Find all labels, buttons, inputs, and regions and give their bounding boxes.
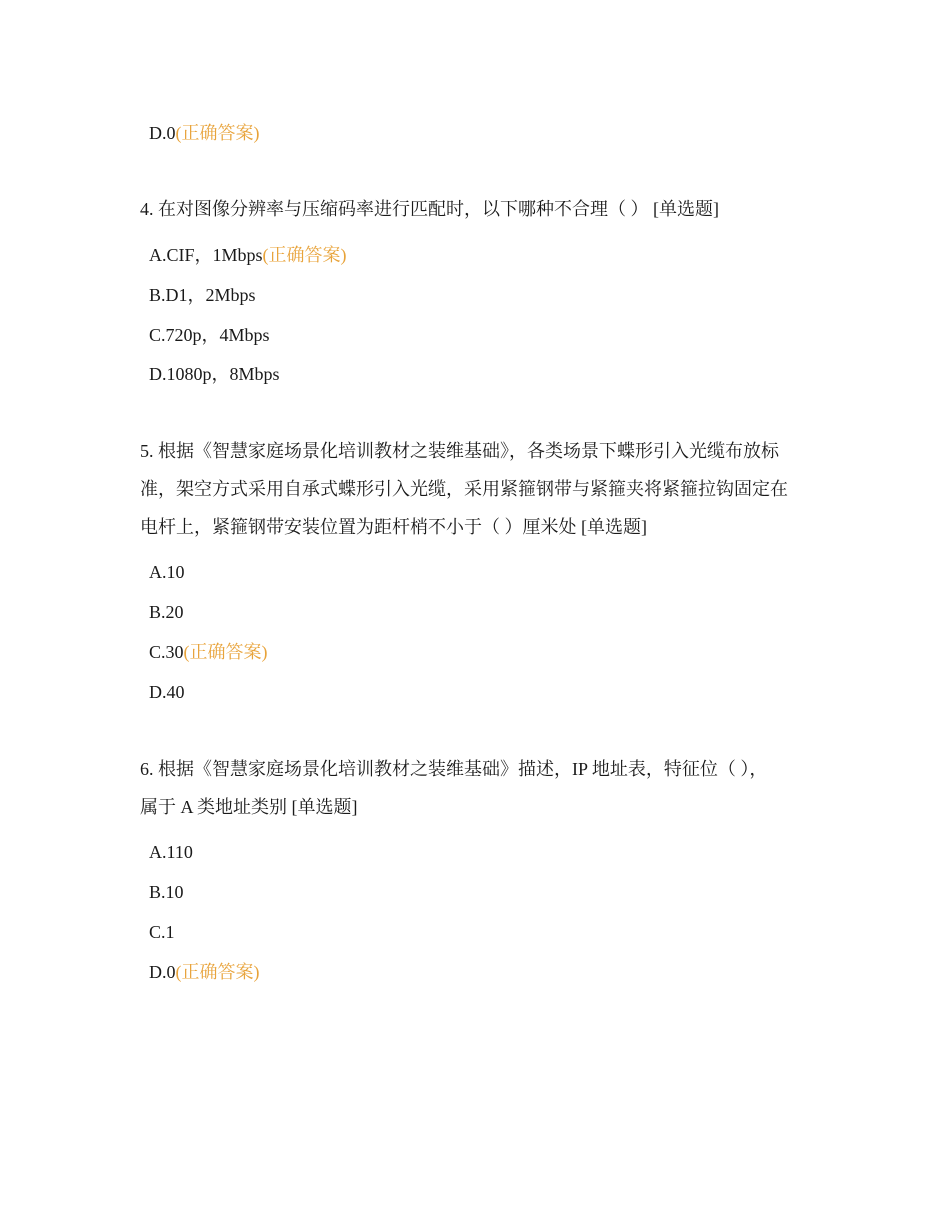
q5-option-b: B.20 [149, 602, 184, 622]
q6-option-c: C.1 [149, 922, 175, 942]
q5-option-c [149, 633, 829, 671]
question-5-line-3: 电杆上，紧箍钢带安装位置为距杆梢不小于（ ）厘米处 [单选题] [140, 517, 647, 537]
q4-option-a [149, 236, 829, 274]
q6-option-d [149, 953, 829, 991]
question-5-line-1: 5. 根据《智慧家庭场景化培训教材之装维基础》，各类场景下蝶形引入光缆布放标 [140, 441, 779, 461]
question-5-line-2: 准，架空方式采用自承式蝶形引入光缆，采用紧箍钢带与紧箍夹将紧箍拉钩固定在 [140, 479, 788, 499]
q6-option-a: A.110 [149, 842, 193, 862]
option-text: C.30 [149, 642, 184, 662]
option-text: A.CIF，1Mbps [149, 245, 263, 265]
question-6-line-1: 6. 根据《智慧家庭场景化培训教材之装维基础》描述，IP 地址表，特征位（ ）， [140, 759, 768, 779]
prev-option-d [149, 114, 829, 152]
q4-option-d: D.1080p，8Mbps [149, 364, 280, 384]
question-6-line-2: 属于 A 类地址类别 [单选题] [140, 797, 358, 817]
correct-answer-tag: (正确答案) [175, 123, 260, 143]
q4-option-b: B.D1，2Mbps [149, 285, 256, 305]
correct-answer-tag: (正确答案) [175, 962, 260, 982]
q6-option-b: B.10 [149, 882, 184, 902]
question-4-text: 4. 在对图像分辨率与压缩码率进行匹配时，以下哪种不合理（ ） [单选题] [140, 199, 719, 219]
q4-option-c: C.720p，4Mbps [149, 325, 270, 345]
q5-option-a: A.10 [149, 562, 185, 582]
option-text: D.0 [149, 962, 176, 982]
q5-option-d: D.40 [149, 682, 185, 702]
correct-answer-tag: (正确答案) [183, 642, 268, 662]
correct-answer-tag: (正确答案) [262, 245, 347, 265]
option-text: D.0 [149, 123, 176, 143]
